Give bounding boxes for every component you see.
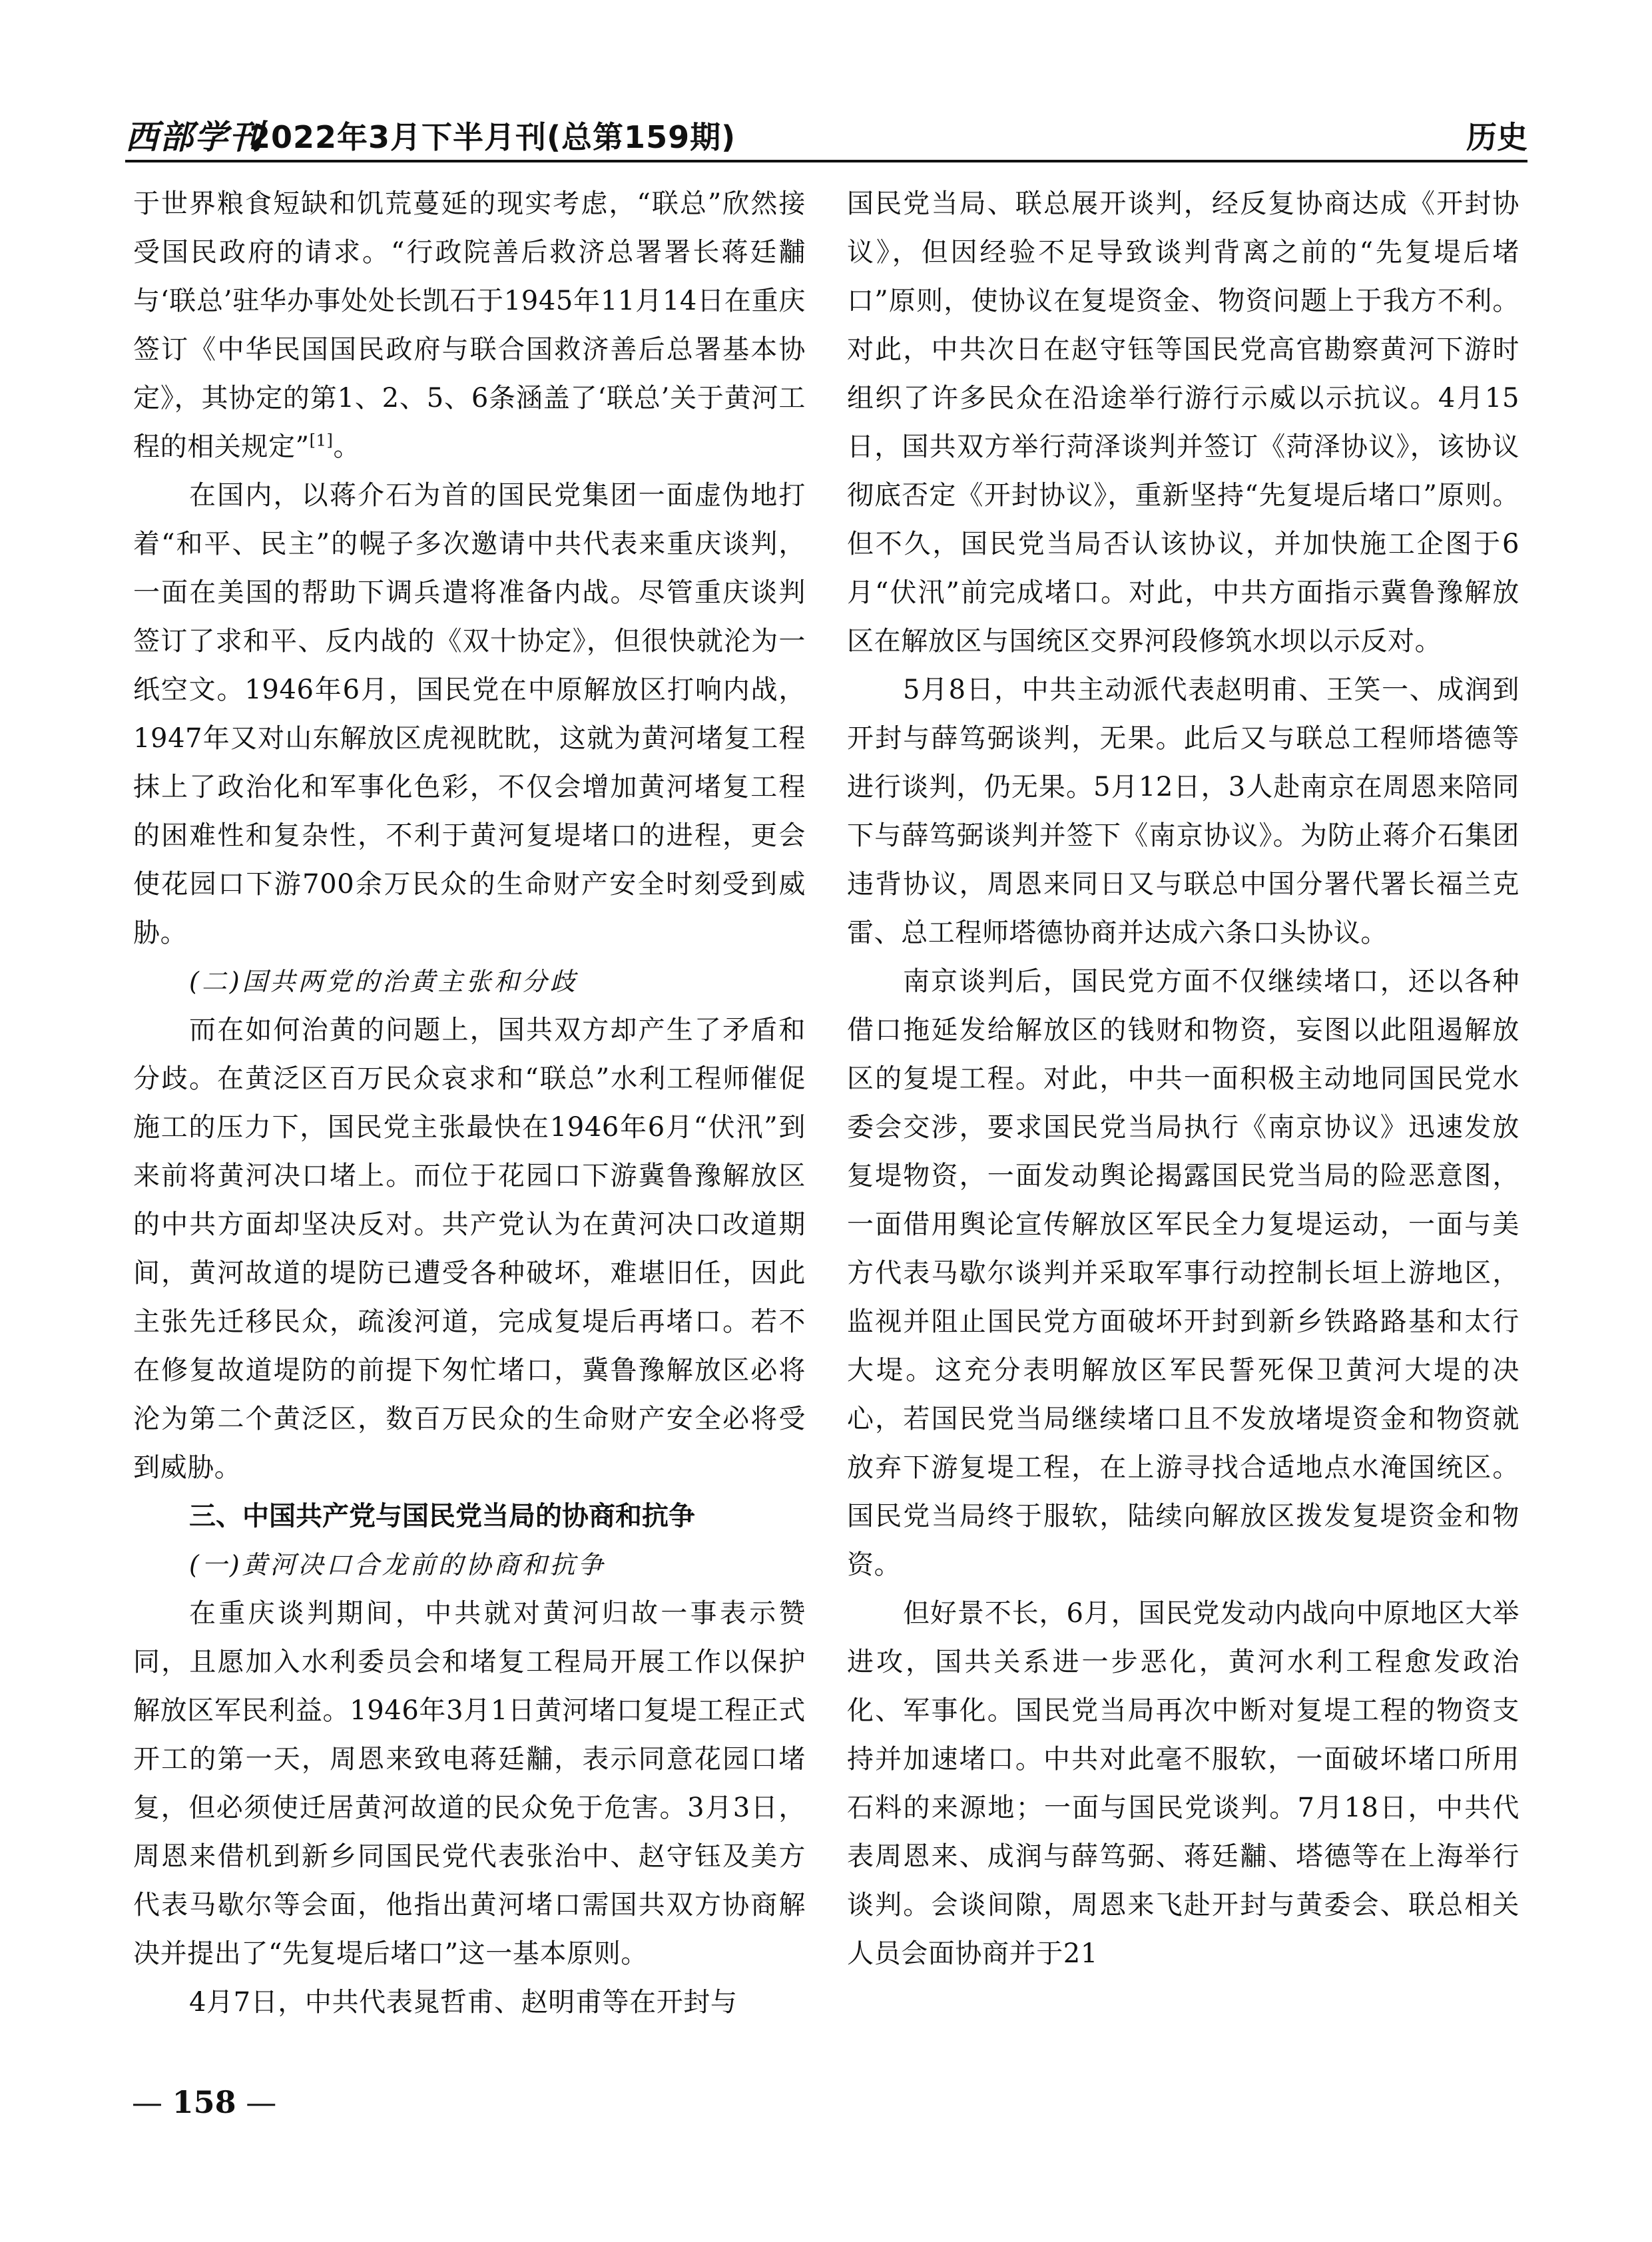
paragraph-end: 。	[333, 431, 361, 462]
paragraph: 5月8日，中共主动派代表赵明甫、王笑一、成润到开封与薛笃弼谈判，无果。此后又与联总工程师塔德等进行谈判，仍无果。5月12日，3人赴南京在周恩来陪同下与薛笃弼谈判并签下《南京协议》。为防止蒋介石集团违背协议，周恩来同日又与联总中国分署代署长福兰克雷、总工程师塔德协商并达成六条口头协议。	[847, 675, 1519, 948]
left-column	[133, 180, 806, 2027]
paragraph-text: 于世界粮食短缺和饥荒蔓延的现实考虑，“联总”欣然接受国民政府的请求。“行政院善后救济总署署长蒋廷黼与‘联总’驻华办事处处长凯石于1945年11月14日在重庆签订《中华民国国民政府与联合国救济善后总署基本协定》，其协定的第1、2、5、6条涵盖了‘联总’关于黄河工程的相关规定”	[133, 188, 806, 462]
paragraph: 在国内，以蒋介石为首的国民党集团一面虚伪地打着“和平、民主”的幌子多次邀请中共代表来重庆谈判，一面在美国的帮助下调兵遣将准备内战。尽管重庆谈判签订了求和平、反内战的《双十协定》，但很快就沦为一纸空文。1946年6月，国民党在中原解放区打响内战，1947年又对山东解放区虎视眈眈，这就为黄河堵复工程抹上了政治化和军事化色彩，不仅会增加黄河堵复工程的困难性和复杂性，不利于黄河复堤堵口的进程，更会使花园口下游700余万民众的生命财产安全时刻受到威胁。	[133, 480, 806, 948]
citation-ref: [1]	[309, 431, 334, 450]
subsection-heading: (二)国共两党的治黄主张和分歧	[189, 967, 578, 996]
paragraph: 但好景不长，6月，国民党发动内战向中原地区大举进攻，国共关系进一步恶化，黄河水利工程愈发政治化、军事化。国民党当局再次中断对复堤工程的物资支持并加速堵口。中共对此毫不服软，一面破坏堵口所用石料的来源地；一面与国民党谈判。7月18日，中共代表周恩来、成润与薛笃弼、蒋廷黼、塔德等在上海举行谈判。会谈间隙，周恩来飞赴开封与黄委会、联总相关人员会面协商并于21	[847, 1598, 1519, 1969]
page-number: 158	[172, 2084, 236, 2120]
footer-dash: —	[236, 2084, 277, 2120]
paragraph: 4月7日，中共代表晁哲甫、赵明甫等在开封与	[189, 1987, 738, 2018]
footer-dash: —	[132, 2084, 172, 2120]
paragraph: 在重庆谈判期间，中共就对黄河归故一事表示赞同，且愿加入水利委员会和堵复工程局开展工作以保护解放区军民利益。1946年3月1日黄河堵口复堤工程正式开工的第一天，周恩来致电蒋廷黼，表示同意花园口堵复，但必须使迁居黄河故道的民众免于危害。3月3日，周恩来借机到新乡同国民党代表张治中、赵守钰及美方代表马歇尔等会面，他指出黄河堵口需国共双方协商解决并提出了“先复堤后堵口”这一基本原则。	[133, 1598, 806, 1969]
section-title: 历史	[1466, 119, 1527, 155]
subsection-heading: (一)黄河决口合龙前的协商和抗争	[189, 1550, 606, 1579]
paragraph: 而在如何治黄的问题上，国共双方却产生了矛盾和分歧。在黄泛区百万民众哀求和“联总”水利工程师催促施工的压力下，国民党主张最快在1946年6月“伏汛”到来前将黄河决口堵上。而位于花园口下游冀鲁豫解放区的中共方面却坚决反对。共产党认为在黄河决口改道期间，黄河故道的堤防已遭受各种破坏，难堪旧任，因此主张先迁移民众，疏浚河道，完成复堤后再堵口。若不在修复故道堤防的前提下匆忙堵口，冀鲁豫解放区必将沦为第二个黄泛区，数百万民众的生命财产安全必将受到威胁。	[133, 1015, 806, 1483]
paragraph	[133, 180, 806, 471]
paragraph: 南京谈判后，国民党方面不仅继续堵口，还以各种借口拖延发给解放区的钱财和物资，妄图以此阻遏解放区的复堤工程。对此，中共一面积极主动地同国民党水委会交涉，要求国民党当局执行《南京协议》迅速发放复堤物资，一面发动舆论揭露国民党当局的险恶意图，一面借用舆论宣传解放区军民全力复堤运动，一面与美方代表马歇尔谈判并采取军事行动控制长垣上游地区，监视并阻止国民党方面破坏开封到新乡铁路路基和太行大堤。这充分表明解放区军民誓死保卫黄河大堤的决心，若国民党当局继续堵口且不发放堵堤资金和物资就放弃下游复堤工程，在上游寻找合适地点水淹国统区。国民党当局终于服软，陆续向解放区拨发复堤资金和物资。	[847, 966, 1519, 1580]
page-header	[125, 107, 1527, 162]
right-column	[847, 180, 1519, 1978]
issue-info: 2022年3月下半月刊(总第159期)	[249, 119, 736, 155]
section-heading: 三、中国共产党与国民党当局的协商和抗争	[189, 1501, 695, 1532]
paragraph: 国民党当局、联总展开谈判，经反复协商达成《开封协议》，但因经验不足导致谈判背离之前的“先复堤后堵口”原则，使协议在复堤资金、物资问题上于我方不利。对此，中共次日在赵守钰等国民党高官勘察黄河下游时组织了许多民众在沿途举行游行示威以示抗议。4月15日，国共双方举行菏泽谈判并签订《菏泽协议》，该协议彻底否定《开封协议》，重新坚持“先复堤后堵口”原则。但不久，国民党当局否认该协议，并加快施工企图于6月“伏汛”前完成堵口。对此，中共方面指示冀鲁豫解放区在解放区与国统区交界河段修筑水坝以示反对。	[847, 188, 1519, 657]
page-footer	[132, 2084, 276, 2120]
journal-name: 西部学刊	[125, 117, 264, 156]
